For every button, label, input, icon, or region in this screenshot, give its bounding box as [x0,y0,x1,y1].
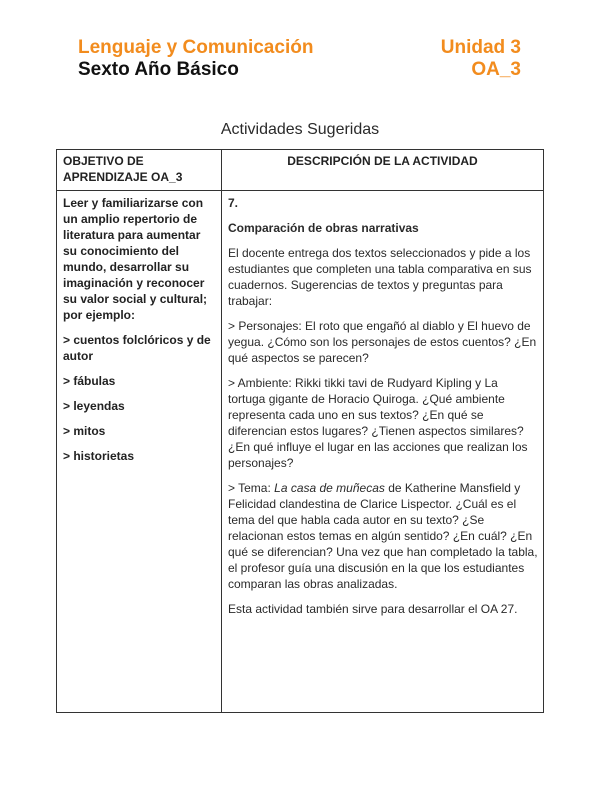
objective-item: > leyendas [63,399,125,413]
activity-intro: El docente entrega dos textos seleccionados y pide a los estudiantes que completen una tabla comparativa en sus cuadernos. Sugerencias de textos y preguntas para trabajar: [228,246,532,308]
header-right [441,37,521,81]
activity-cell [228,195,538,626]
activities-table [56,149,544,713]
objective-item: > cuentos folclóricos y de autor [63,333,211,363]
tema-rest: de Katherine Mansfield y Felicidad clandestina de Clarice Lispector. ¿Cuál es el tema del que habla cada autor en su texto? ¿Se relacionan estos temas en algún sentido? ¿En cuál? ¿En qué se diferencian? Una vez que han completado la tabla, el profesor guía una discusión en la que los estudiantes comparan las obras analizadas. [228,481,538,591]
oa-label: OA_3 [471,59,521,80]
activity-tema [228,480,538,592]
header-left [78,37,313,81]
col-header-description: DESCRIPCIÓN DE LA ACTIVIDAD [287,154,478,168]
header-divider [57,190,543,191]
section-title: Actividades Sugeridas [220,121,380,138]
subject-title: Lenguaje y Comunicación [78,37,314,58]
activity-ambiente: > Ambiente: Rikki tikki tavi de Rudyard Kipling y La tortuga gigante de Horacio Quiroga. ¿Qué ambiente representa cada uno en sus textos? ¿En qué se diferencian estos lugares? ¿Tienen aspectos similares? ¿En qué influye el lugar en las acciones que realizan los personajes? [228,376,528,470]
activity-number: 7. [228,196,239,210]
column-divider [221,150,222,712]
activity-title: Comparación de obras narrativas [228,221,419,235]
objective-intro: Leer y familiarizarse con un amplio repertorio de literatura para aumentar su conocimiento del mundo, desarrollar su imaginación y reconocer su valor social y cultural; por ejemplo: [63,196,208,322]
activity-closing: Esta actividad también sirve para desarrollar el OA 27. [228,602,518,616]
activity-personajes: > Personajes: El roto que engañó al diablo y El huevo de yegua. ¿Cómo son los personajes de estos cuentos? ¿En qué aspectos se parecen? [228,319,537,365]
objective-item: > mitos [63,424,106,438]
objective-item: > fábulas [63,374,116,388]
unit-label: Unidad 3 [440,37,521,58]
objective-item: > historietas [63,449,135,463]
tema-prefix: > Tema: [228,481,275,495]
grade-title: Sexto Año Básico [78,59,239,80]
col-header-objective: OBJETIVO DE APRENDIZAJE OA_3 [63,154,183,184]
tema-book-title: La casa de muñecas [274,481,385,495]
objective-cell [63,195,215,473]
